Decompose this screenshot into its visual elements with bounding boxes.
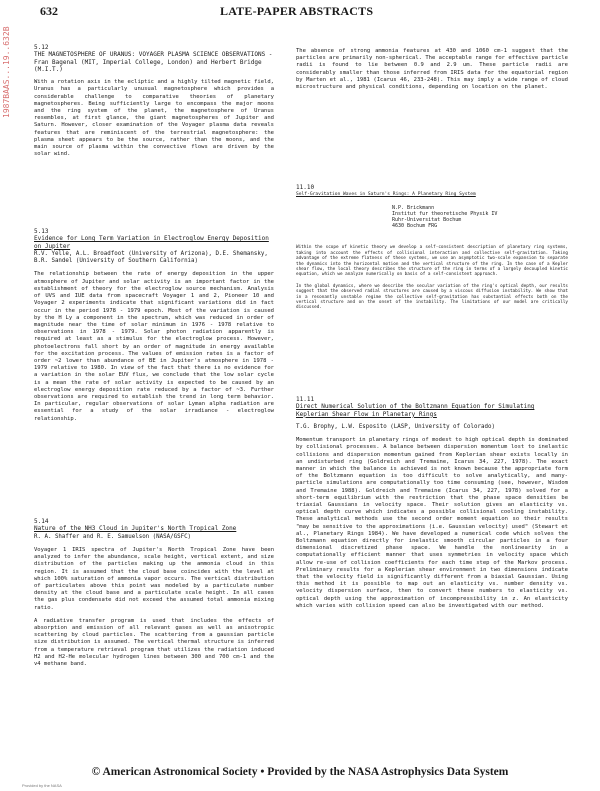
abstract-11-11 [296, 396, 568, 616]
abstract-5-13 [34, 228, 274, 429]
copyright-footer: © American Astronomical Society • Provided by the NASA Astrophysics Data System [91, 766, 509, 778]
abstract-authors: R. A. Shaffer and R. E. Samuelson (NASA/GSFC) [34, 533, 192, 540]
abstract-paragraph: Momentum transport in planetary rings of modest to high optical depth is dominated by collisional processes. A balance between dispersion momentum lost to inelastic collisions and dispersion momentum gained from Keplerian shear exists locally in an undisturbed ring (Goldreich and Tremaine, Icarus 34, 227, 1978). The exact manner in which the balance is achieved is not known because the appropriate form of the Boltzmann equation is too difficult to solve analytically, and many-particle simulations are computationally too time consuming (see, however, Wisdom and Tremaine 1988). Goldreich and Tremaine (Icarus 34, 227, 1978) solved for a short-term equilibrium with the restriction that the phase space densities be triaxial Gaussians in velocity space. Their solution gives an elasticity vs. optical depth curve which indicates a possible collisional cooling instability. These analytical methods use the second order moment equation so their results "may be sensitive to the approximations (i.e. Gaussian velocity) used" (Stewart et al., Planetary Rings 1984). We have developed a numerical code which solves the Boltzmann equation directly for inelastic smooth circular particles in a four dimensional discretized phase space. We handle the nonlinearity in a computationally efficient manner that uses symmetries in velocity space which allow re-use of collision coefficients for each time step of the Markov process. Preliminary results for a Keplerian shear environment in two dimensions indicate that the velocity field is significantly different from a biaxial Gaussian. Using this method it is possible to map out an elasticity vs. number density vs. velocity dispersion surface, then to convert these numbers to elasticity vs. optical depth using the approximation of incompressibility in z. An elasticity which varies with collision speed can also be investigated with our method. [296, 437, 568, 609]
abstract-11-10 [296, 184, 568, 317]
abstract-5-14 [34, 518, 274, 674]
abstract-id: 5.12 [34, 44, 49, 51]
abstract-5-12 [34, 44, 274, 164]
abstract-paragraph: Voyager 1 IRIS spectra of Jupiter's North Tropical Zone have been analyzed to infer the abundance, scale height, vertical extent, and size distribution of the particles making up the ammonia cloud in this region. It is assumed that the cloud base coincides with the level at which 100% saturation of ammonia vapor occurs. The vertical distribution of particulates above this point was modeled by a particulate number density at the cloud base and a particulate scale height. In all cases the gas plus condensate did not exceed the assumed total ammonia mixing ratio. [34, 546, 274, 611]
page-number: 632 [40, 4, 58, 18]
abstract-authors: R.V. Yelle, A.L. Broadfoot (University of Arizona), D.E. Shemansky, B.R. Sandel (University of Southern California) [34, 250, 268, 265]
abstract-body [34, 547, 274, 668]
footer-source-note: Provided by the NASA [22, 783, 62, 788]
bibcode-margin: 1987BAAS...19..632B [2, 26, 11, 118]
abstract-title: Direct Numerical Solution of the Boltzmann Equation for Simulating Keplerian Shear Flow in Planetary Rings [296, 403, 535, 418]
abstract-paragraph: The relationship between the rate of energy deposition in the upper atmosphere of Jupiter and solar activity is an important factor in the establishment of theory for the electroglow source mechanism. Analysis of UVS and IUE data from spacecraft Voyager 1 and 2, Pioneer 10 and Voyager 2 experiments indicate that significant variations did in fact occur in the period 1978 - 1979 epoch. Most of the variation is caused by the H Ly a component in the spectrum, which was reduced in order of magnitude near the time of solar minimum in 1976 - 1978 relative to observations in 1978 - 1979. Solar photon radiation apparently is required at least as a stimulus for the electroglow process. However, photoelectrons fall short by an order of magnitude in energy available for the excitation process. The values of emission rates is a factor of order ~2 lower than abundance of BE in Jupiter's atmosphere in 1978 - 1979 relative to 1980. In view of the fact that there is no evidence for a variation in the solar EUV flux, we conclude that the low solar cycle is a mean the rate of solar activity is expected to be caused by an electroglow energy deposition rate reduced by a factor of ~3. Further observations are required to establish the trend in long term behavior. In particular, regular observations of solar Lyman alpha radiation are essential for a study of the solar irradiance - electroglow relationship. [34, 271, 274, 422]
abstract-paragraph: With a rotation axis in the ecliptic and a highly tilted magnetic field, Uranus has a particularly unusual magnetosphere which provides a considerable challenge to comparative theories of planetary magnetospheres. Being sufficiently large to encompass the major moons and the ring system of the planet, the magnetosphere of Uranus resembles, at first glance, the giant magnetospheres of Jupiter and Saturn. However, closer examination of the Voyager plasma data reveals features that are reminiscent of the terrestrial magnetosphere: the plasma sheet appears to be the source, rather than the moons, and the main source of plasma within the convective flows are driven by the solar wind. [34, 79, 274, 158]
abstract-body [34, 271, 274, 422]
abstract-paragraph: In the global dynamics, where we describe the secular variation of the ring's optical depth, our results suggest that the observed radial structures are caused by a viscous diffusion instability. We show that in a resonantly unstable regime the collective self-gravitation has substantial effects both on the vertical structure and on the onset of the instability. The limitations of our model are critically discussed. [296, 283, 568, 311]
abstract-paragraph: Within the scope of kinetic theory we develop a self-consistent description of planetary ring systems, taking into account the effects of collisional interaction and collective self-gravitation. Taking advantage of the extreme flatness of these systems, we use an asymptotic two-scale expansion to separate the dynamics into the horizontal motion and the vertical structure of the ring. In the case of a Kepler shear flow, the local theory describes the structure of the ring in terms of a largely decoupled kinetic equation, which we analyze numerically on basis of a self-consistent approach. [296, 245, 568, 278]
abstract-body [34, 79, 274, 158]
abstract-paragraph: The absence of strong ammonia features at 430 and 1060 cm-1 suggest that the particles are primarily non-spherical. The acceptable range for effective particle radii is found to lie between 0.9 and 2.9 um. These particle radii are considerably smaller than those inferred from IRIS data for the equatorial region by Marten et al., 1981 (Icarus 46, 233-248). This may imply a wide range of cloud microstructure and physical conditions, depending on location on the planet. [296, 48, 568, 91]
abstract-paragraph: A radiative transfer program is used that includes the effects of absorption and emission of all relevant gases as well as anisotropic scattering by cloud particles. The scattering from a gaussian particle size distribution is assumed. The vertical thermal structure is inferred from a temperature retrieval program that utilizes the radiation induced H2 and H2-He molecular hydrogen lines between 300 and 700 cm-1 and the v4 methane band. [34, 617, 274, 667]
abstract-id: 5.14 [34, 518, 49, 525]
abstract-5-14-continued [296, 48, 568, 97]
abstract-title: Nature of the NH3 Cloud in Jupiter's North Tropical Zone [34, 525, 237, 533]
abstract-id: 11.10 [296, 184, 315, 191]
running-head: LATE-PAPER ABSTRACTS [220, 4, 374, 18]
abstract-body [296, 48, 568, 91]
abstract-authors: N.P. Brickmann Institut fur theoretische Physik IV Ruhr-Universitat Bochum 4630 Bochum FRG [392, 204, 498, 230]
abstract-title: Evidence for Long Term Variation in Electroglow Energy Deposition on Jupiter [34, 235, 269, 250]
abstract-id: 5.13 [34, 228, 49, 235]
abstract-title: Self-Gravitation Waves in Saturn's Rings: A Planetary Ring System [296, 192, 476, 198]
abstract-body [296, 437, 568, 610]
abstract-authors: T.G. Brophy, L.W. Esposito (LASP, University of Colorado) [296, 423, 495, 430]
abstract-title: THE MAGNETOSPHERE OF URANUS: VOYAGER PLASMA SCIENCE OBSERVATIONS - Fran Bagenal (MIT, Imperial College, London) and Herbert Bridge (M.I.T.) [34, 51, 273, 73]
abstract-id: 11.11 [296, 396, 315, 403]
abstract-body [296, 245, 568, 310]
